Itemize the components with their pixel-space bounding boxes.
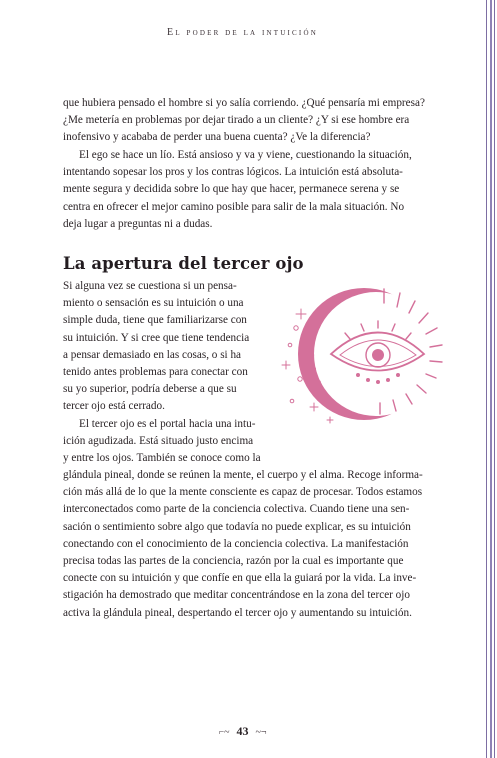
paragraph-4-narrow (63, 416, 263, 468)
text-line: sación o sentimiento sobre algo que todavía no puede explicar, es su intuición (63, 520, 411, 533)
text-line: precisa todas las partes de la conciencia, razón por la cual es importante que (63, 555, 404, 568)
text-line: su yo superior, podría deberse a que su (63, 383, 237, 396)
text-line: centra en ofrecer el mejor camino posible para salir de la mala situación. No (63, 200, 405, 213)
text-line: El ego se hace un lío. Está ansioso y va y viene, cuestionando la situación, (79, 149, 412, 161)
paragraph-3 (63, 278, 263, 416)
text-line: tercer ojo está cerrado. (63, 400, 165, 413)
page-number-folio (0, 724, 485, 739)
text-line: que hubiera pensado el hombre si yo salía corriendo. ¿Qué pensaría mi empresa? (63, 97, 425, 109)
text-line: tenido antes problemas para conectar con (63, 366, 248, 379)
text-line: su intuición. Y si cree que tiene tendencia (63, 331, 250, 344)
text-line: inofensivo y acababa de perder una buena cuenta? ¿Ve la diferencia? (63, 131, 371, 144)
text-line: ición agudizada. Está situado justo encima (63, 435, 254, 448)
text-line: conectando con el conocimiento de la conciencia colectiva. La manifestación (63, 537, 409, 550)
text-line: activa la glándula pineal, despertando el tercer ojo y aumentando su intuición. (63, 606, 412, 619)
text-line: deja lugar a preguntas ni a dudas. (63, 217, 213, 230)
folio-ornament-right: ~¬ (255, 727, 267, 738)
folio-ornament-left: ⌐~ (218, 727, 230, 738)
text-line: y entre los ojos. También se conoce como la (63, 452, 261, 465)
page-edge-border (485, 0, 497, 758)
running-head: El poder de la intuición (167, 27, 318, 38)
text-line: mente segura y decidida sobre lo que hay que hacer, permanece serena y se (63, 183, 400, 196)
text-line: Si alguna vez se cuestiona si un pensa- (63, 280, 237, 292)
paragraph-2 (63, 147, 446, 233)
text-line: conecte con su intuición y que confíe en que ella la guiará por la vida. La inve- (63, 572, 417, 585)
section-heading: La apertura del tercer ojo (63, 254, 304, 273)
paragraph-1 (63, 95, 446, 147)
text-line: El tercer ojo es el portal hacia una intu- (79, 418, 256, 430)
text-line: ción más allá de lo que la mente consciente es capaz de procesar. Todos estamos (63, 486, 423, 499)
crescent-moon-eye-icon (276, 283, 448, 425)
text-line: glándula pineal, donde se reúnen la mente, el cuerpo y el alma. Recoge informa- (63, 469, 423, 481)
text-line: intentando sopesar los pros y los contras lógicos. La intuición está absoluta- (63, 166, 403, 179)
text-line: miento o sensación es su intuición o una (63, 297, 244, 310)
text-line: simple duda, tiene que familiarizarse con (63, 314, 247, 327)
text-line: stigación ha demostrado que meditar concentrándose en la zona del tercer ojo (63, 589, 410, 602)
page-number: 43 (236, 724, 249, 738)
paragraph-4-wide (63, 467, 446, 622)
text-line: a pensar demasiado en las cosas, o si ha (63, 348, 242, 361)
text-line: ¿Me metería en problemas por dejar tirado a un cliente? ¿Y si ese hombre era (63, 114, 410, 127)
text-line: interconectados como parte de la conciencia colectiva. Cuando tiene una sen- (63, 503, 410, 516)
